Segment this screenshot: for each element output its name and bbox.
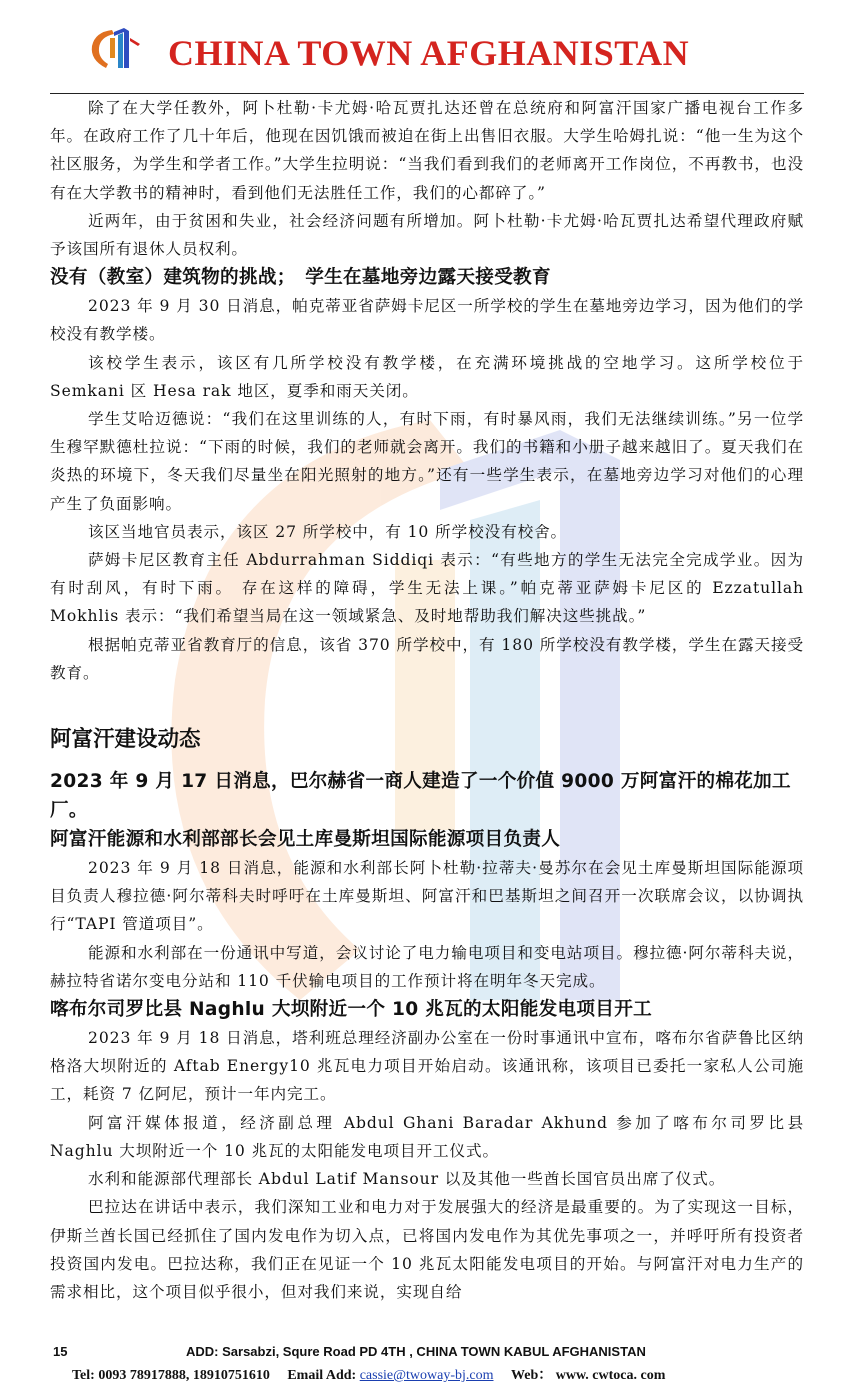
tel-number: 0093 78917888, 18910751610 xyxy=(98,1368,270,1383)
news-headline: 没有（教室）建筑物的挑战； 学生在墓地旁边露天接受教育 xyxy=(50,267,551,289)
section-title: 阿富汗建设动态 xyxy=(50,727,201,753)
paragraph: 2023 年 9 月 18 日消息，能源和水利部长阿卜杜勒·拉蒂夫·曼苏尔在会见土库曼斯坦国际能源项目负责人穆拉德·阿尔蒂科夫时呼吁在土库曼斯坦、阿富汗和巴基斯坦之间召开一次联席会议，以协调执行“TAPI 管道项目”。 xyxy=(50,859,804,934)
page-footer xyxy=(0,1340,863,1394)
page-number: 15 xyxy=(53,1344,68,1359)
paragraph: 巴拉达在讲话中表示，我们深知工业和电力对于发展强大的经济是最重要的。为了实现这一目标，伊斯兰酋长国已经抓住了国内发电作为切入点，已将国内发电作为其优先事项之一，并呼吁所有投资者投资国内发电。巴拉达称，我们正在见证一个 10 兆瓦太阳能发电项目的开始。与阿富汗对电力生产的需求相比，这个项目似乎很小，但对我们来说，实现自给 xyxy=(50,1198,804,1301)
paragraph: 能源和水利部在一份通讯中写道，会议讨论了电力输电项目和变电站项目。穆拉德·阿尔蒂科夫说，赫拉特省诺尔变电分站和 110 千伏输电项目的工作预计将在明年冬天完成。 xyxy=(50,943,804,990)
paragraph: 除了在大学任教外，阿卜杜勒·卡尤姆·哈瓦贾扎达还曾在总统府和阿富汗国家广播电视台工作多年。在政府工作了几十年后，他现在因饥饿而被迫在街上出售旧衣服。大学生哈姆扎说：“他一生为这个社区服务，为学生和学者工作。”大学生拉明说：“当我们看到我们的老师离开工作岗位，不再教书，也没有在大学教书的精神时，看到他们无法胜任工作，我们的心都碎了。” xyxy=(50,99,804,202)
paragraph: 2023 年 9 月 18 日消息，塔利班总理经济副办公室在一份时事通讯中宣布，喀布尔省萨鲁比区纳格洛大坝附近的 Aftab Energy10 兆瓦电力项目开始启动。该通讯称，该项目已委托一家私人公司施工，耗资 7 亿阿尼，预计一年内完工。 xyxy=(50,1029,804,1104)
web-label: Web： xyxy=(511,1368,553,1383)
article-body xyxy=(50,94,804,1306)
cta-logo-icon xyxy=(86,24,142,74)
paragraph: 根据帕克蒂亚省教育厅的信息，该省 370 所学校中，有 180 所学校没有教学楼，学生在露天接受教育。 xyxy=(50,635,804,682)
paragraph: 该校学生表示，该区有几所学校没有教学楼，在充满环境挑战的空地学习。这所学校位于 Semkani 区 Hesa rak 地区，夏季和雨天关闭。 xyxy=(50,353,804,400)
paragraph: 该区当地官员表示，该区 27 所学校中，有 10 所学校没有校舍。 xyxy=(88,522,568,541)
paragraph: 2023 年 9 月 30 日消息，帕克蒂亚省萨姆卡尼区一所学校的学生在墓地旁边学习，因为他们的学校没有教学楼。 xyxy=(50,297,804,344)
tel-label: Tel: xyxy=(72,1368,95,1383)
email-link[interactable]: cassie@twoway-bj.com xyxy=(359,1368,494,1383)
footer-contact xyxy=(72,1364,665,1384)
web-address: www. cwtoca. com xyxy=(555,1368,666,1383)
paragraph: 水利和能源部代理部长 Abdul Latif Mansour 以及其他一些酋长国官员出席了仪式。 xyxy=(88,1170,726,1189)
page-header xyxy=(0,0,863,95)
footer-address: ADD: Sarsabzi, Squre Road PD 4TH , CHINA TOWN KABUL AFGHANISTAN xyxy=(186,1344,646,1359)
news-headline: 2023 年 9 月 17 日消息，巴尔赫省一商人建造了一个价值 9000 万阿富汗的棉花加工厂。 xyxy=(50,771,791,822)
paragraph: 学生艾哈迈德说：“我们在这里训练的人，有时下雨，有时暴风雨，我们无法继续训练。”另一位学生穆罕默德杜拉说：“下雨的时候，我们的老师就会离开。我们的书籍和小册子越来越旧了。夏天我们在炎热的环境下，冬天我们尽量坐在阳光照射的地方。”还有一些学生表示，在墓地旁边学习对他们的心理产生了负面影响。 xyxy=(50,410,804,513)
email-label: Email Add: xyxy=(287,1368,357,1383)
news-headline: 喀布尔司罗比县 Naghlu 大坝附近一个 10 兆瓦的太阳能发电项目开工 xyxy=(50,999,652,1021)
paragraph: 阿富汗媒体报道，经济副总理 Abdul Ghani Baradar Akhund 参加了喀布尔司罗比县 Naghlu 大坝附近一个 10 兆瓦的太阳能发电项目开工仪式。 xyxy=(50,1113,804,1160)
news-headline: 阿富汗能源和水利部部长会见土库曼斯坦国际能源项目负责人 xyxy=(50,829,561,851)
brand-title: CHINA TOWN AFGHANISTAN xyxy=(168,33,690,73)
paragraph: 近两年，由于贫困和失业，社会经济问题有所增加。阿卜杜勒·卡尤姆·哈瓦贾扎达希望代理政府赋予该国所有退休人员权利。 xyxy=(50,211,804,259)
paragraph: 萨姆卡尼区教育主任 Abdurrahman Siddiqi 表示：“有些地方的学生无法完全完成学业。因为有时刮风，有时下雨。 存在这样的障碍，学生无法上课。”帕克蒂亚萨姆卡尼区的 Ezzatullah Mokhlis 表示：“我们希望当局在这一领域紧急、及时地帮助我们解决这些挑战。” xyxy=(50,551,804,626)
